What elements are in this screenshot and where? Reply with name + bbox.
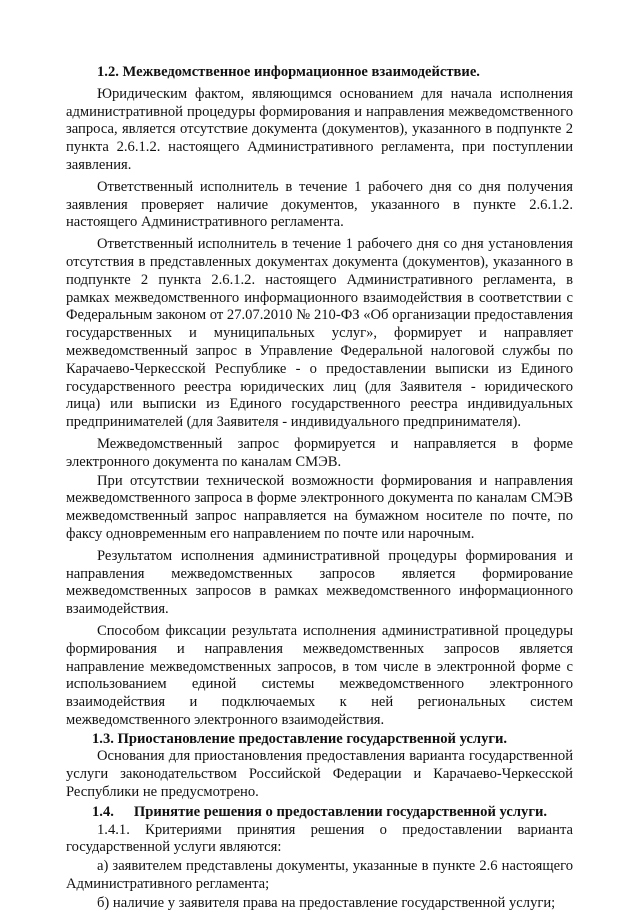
section-title: Межведомственное информационное взаимодействие. (122, 64, 480, 80)
paragraph: Межведомственный запрос формируется и направляется в форме электронного документа по каналам СМЭВ. (66, 435, 573, 470)
paragraph: Способом фиксации результата исполнения административной процедуры формирования и направления межведомственных запросов является направление межведомственных запросов, в том числе в электронной форме с использованием единой системы межведомственного электронного взаимодействия и подключаемых к ней региональных систем межведомственного электронного взаимодействия. (66, 622, 573, 728)
section-heading-1-2 (66, 64, 573, 82)
paragraph: Юридическим фактом, являющимся основанием для начала исполнения административной процедуры формирования и направления межведомственного запроса, является отсутствие документа (документов), указанного в подпункте 2 пункта 2.6.1.2. настоящего Административного регламента, при поступлении заявления. (66, 85, 573, 173)
paragraph: б) наличие у заявителя права на предоставление государственной услуги; (97, 894, 556, 911)
section-heading-1-4 (66, 804, 573, 822)
paragraph: Основания для приостановления предоставления варианта государственной услуги законодательством Российской Федерации и Карачаево-Черкесской Республики не предусмотрено. (66, 748, 573, 801)
section-heading-1-3 (66, 731, 573, 749)
paragraph: 1.4.1. Критериями принятия решения о предоставлении варианта государственной услуги являются: (66, 821, 573, 856)
section-title: Принятие решения о предоставлении государственной услуги. (133, 803, 547, 820)
section-title: Приостановление предоставление государственной услуги. (117, 730, 508, 747)
paragraph: Ответственный исполнитель в течение 1 рабочего дня со дня получения заявления проверяет наличие документов, указанного в пункте 2.6.1.2. настоящего Административного регламента. (66, 178, 573, 231)
document-body (66, 64, 573, 913)
section-number: 1.4. (92, 803, 114, 820)
section-number: 1.3. (92, 730, 114, 747)
paragraph: Результатом исполнения административной процедуры формирования и направления межведомственных запросов является формирование межведомственных запросов в рамках межведомственного информационного взаимодействия. (66, 547, 573, 618)
paragraph: При отсутствии технической возможности формирования и направления межведомственного запроса в форме электронного документа по каналам СМЭВ межведомственный запрос направляется на бумажном носителе по почте, по факсу одновременным его направлением по почте или нарочным. (66, 472, 573, 542)
paragraph: а) заявителем представлены документы, указанные в пункте 2.6 настоящего Административного регламента; (66, 858, 573, 893)
section-number: 1.2. (97, 64, 119, 80)
paragraph: Ответственный исполнитель в течение 1 рабочего дня со дня установления отсутствия в представленных документах документа (документов), указанного в подпункте 2 пункта 2.6.1.2. настоящего Административного регламента, в рамках межведомственного информационного взаимодействия в соответствии с Федеральным законом от 27.07.2010 № 210-ФЗ «Об организации предоставления государственных и муниципальных услуг», формирует и направляет межведомственный запрос в Управление Федеральной налоговой службы по Карачаево-Черкесской Республике - о предоставлении выписки из Единого государственного реестра юридических лиц (для Заявителя - юридического лица) или выписки из Единого государственного реестра индивидуальных предпринимателей (для Заявителя - индивидуального предпринимателя). (66, 236, 573, 431)
